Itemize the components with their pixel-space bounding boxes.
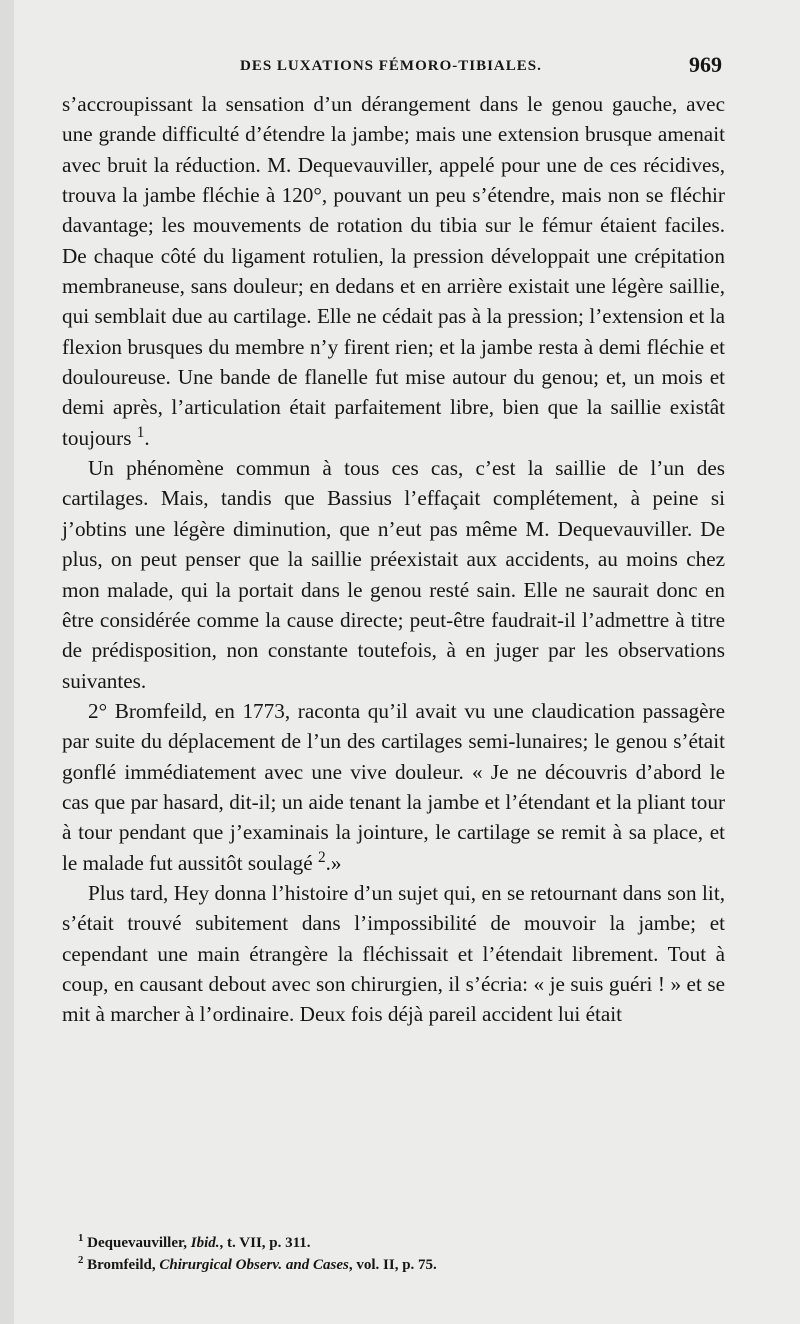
page-edge-shadow [0,0,14,1324]
footnote-2 [62,1254,725,1276]
paragraph: Un phénomène commun à tous ces cas, c’est la saillie de l’un des cartilages. Mais, tandis que Bassius l’effaçait complétement, à peine si j’obtins une légère diminution, que n’eut pas même M. Dequevauviller. De plus, on peut penser que la saillie préexistait aux accidents, au moins chez mon malade, qui la portait dans le genou resté sain. Elle ne saurait donc en être considérée comme la cause directe; peut-être faudrait-il l’admettre à titre de prédisposition, non constante toutefois, à en juger par les observations suivantes. [62,456,725,693]
footnote-author: Dequevauviller, [87,1235,191,1251]
footnote-mark: 1 [78,1232,84,1244]
footnote-reference-2-punct: .» [325,850,342,875]
footnote-reference-1-punct: . [144,425,150,450]
running-head [62,52,722,82]
paragraph-continued [62,89,725,453]
footnote-locator: , vol. II, p. 75. [348,1257,437,1273]
footnote-locator: , t. VII, p. 311. [219,1235,311,1251]
footnotes [62,1232,725,1276]
page-number: 969 [689,52,722,77]
paragraph-1-text: s’accroupissant la sensation d’un dérangement dans le genou gauche, avec une grande difficulté d’étendre la jambe; mais une extension brusque amenait avec bruit la réduction. M. Dequevauviller, appelé pour une de ces récidives, trouva la jambe fléchie à 120°, pouvant un peu s’étendre, mais non se fléchir davantage; les mouvements de rotation du tibia sur le fémur étaient faciles. De chaque côté du ligament rotulien, la pression développait une crépitation membraneuse, sans douleur; en dedans et en arrière existait une légère saillie, qui semblait due au cartilage. Elle ne cédait pas à la pression; l’extension et la flexion brusques du membre n’y firent rien; et la jambe resta à demi fléchie et douloureuse. Une bande de flanelle fut mise autour du genou; et, un mois et demi après, l’articulation était parfaitement libre, bien que la saillie existât toujours [62,92,725,450]
footnote-work: Chirurgical Observ. and Cases [159,1257,349,1273]
footnote-author: Bromfeild, [87,1257,160,1273]
paragraph-with-footnote [62,696,725,878]
footnote-reference-1: 1 [136,423,145,441]
footnote-work: Ibid. [190,1235,220,1251]
running-head-title: DES LUXATIONS FÉMORO-TIBIALES. [240,58,542,74]
footnote-mark: 2 [78,1254,84,1266]
paragraph-3-text: 2° Bromfeild, en 1773, raconta qu’il avait vu une claudication passagère par suite du déplacement de l’un des cartilages semi-lunaires; le genou s’était gonflé immédiatement avec une vive douleur. « Je ne découvris d’abord le cas que par hasard, dit-il; un aide tenant la jambe et l’étendant et la pliant tour à tour pendant que j’examinais la jointure, le cartilage se remit à sa place, et le malade fut aussitôt soulagé [62,698,725,875]
footnote-1 [62,1232,725,1254]
body-text [62,89,725,1030]
footnote-reference-2: 2 [317,848,326,866]
paragraph: Plus tard, Hey donna l’histoire d’un sujet qui, en se retournant dans son lit, s’était trouvé subitement dans l’impossibilité de mouvoir la jambe; et cependant une main étrangère la fléchissait et l’étendait librement. Tout à coup, en causant debout avec son chirurgien, il s’écria: « je suis guéri ! » et se mit à marcher à l’ordinaire. Deux fois déjà pareil accident lui était [62,880,725,1027]
